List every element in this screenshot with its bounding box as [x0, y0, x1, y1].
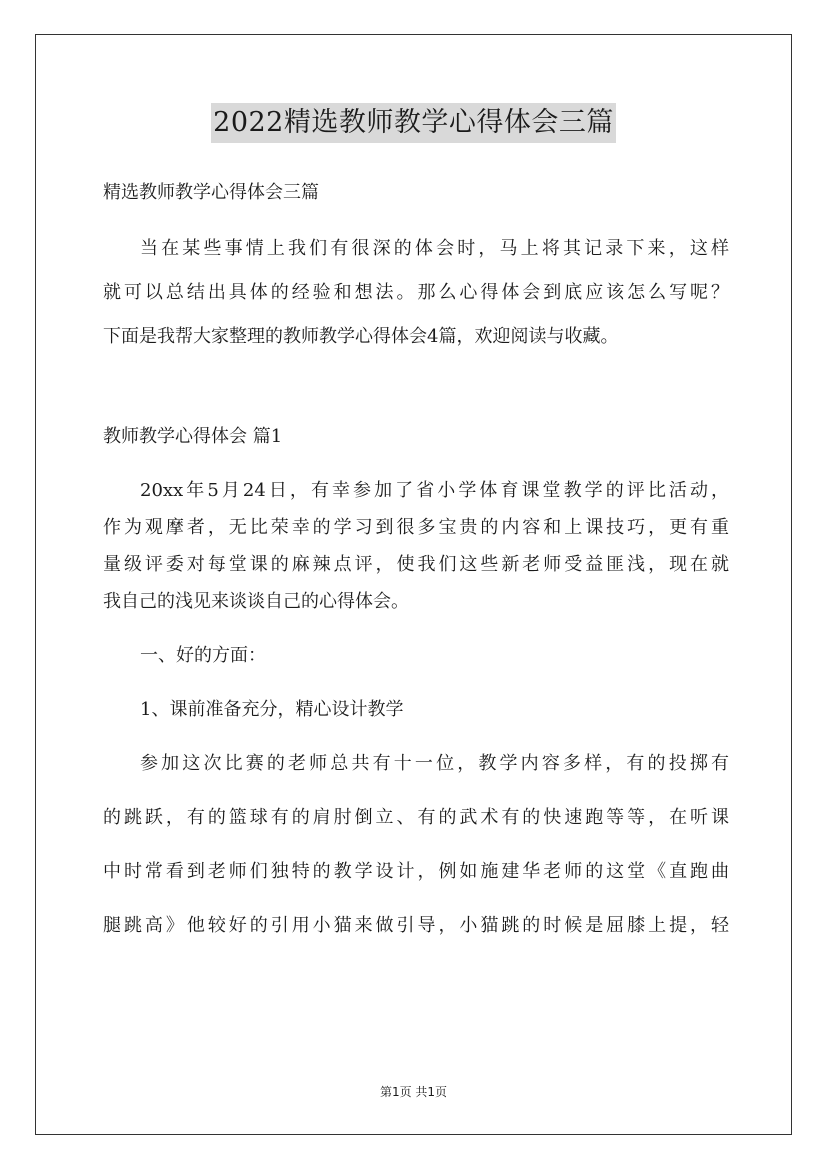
subtitle: 精选教师教学心得体会三篇 — [103, 182, 319, 203]
document-body — [103, 175, 729, 944]
p1-line-1: 20xx年5月24日，有幸参加了省小学体育课堂教学的评比活动， — [140, 480, 729, 501]
section-heading: 教师教学心得体会 篇1 — [103, 426, 283, 447]
page-footer: 第1页 共1页 — [379, 1085, 448, 1099]
p2-line-3: 中时常看到老师们独特的教学设计，例如施建华老师的这堂《直跑曲 — [103, 861, 729, 882]
p2-line-2: 的跳跃，有的篮球有的肩肘倒立、有的武术有的快速跑等等，在听课 — [103, 807, 729, 828]
list-item-heading-2: 1、课前准备充分，精心设计教学 — [140, 699, 404, 720]
p2-line-1: 参加这次比赛的老师总共有十一位，教学内容多样，有的投掷有 — [140, 753, 729, 774]
list-item-heading-1: 一、好的方面： — [140, 645, 266, 666]
p1-line-3: 量级评委对每堂课的麻辣点评，使我们这些新老师受益匪浅，现在就 — [103, 554, 729, 575]
p1-line-2: 作为观摩者，无比荣幸的学习到很多宝贵的内容和上课技巧，更有重 — [103, 517, 729, 538]
p2-line-4: 腿跳高》他较好的引用小猫来做引导，小猫跳的时候是屈膝上提，轻 — [103, 915, 729, 936]
intro-line-2: 就可以总结出具体的经验和想法。那么心得体会到底应该怎么写呢？ — [103, 282, 729, 303]
title-wrap — [0, 103, 827, 143]
intro-line-1: 当在某些事情上我们有很深的体会时，马上将其记录下来，这样 — [140, 238, 729, 259]
document-title: 2022精选教师教学心得体会三篇 — [211, 103, 616, 143]
p1-line-4: 我自己的浅见来谈谈自己的心得体会。 — [103, 591, 409, 612]
intro-line-3: 下面是我帮大家整理的教师教学心得体会4篇，欢迎阅读与收藏。 — [103, 326, 619, 347]
